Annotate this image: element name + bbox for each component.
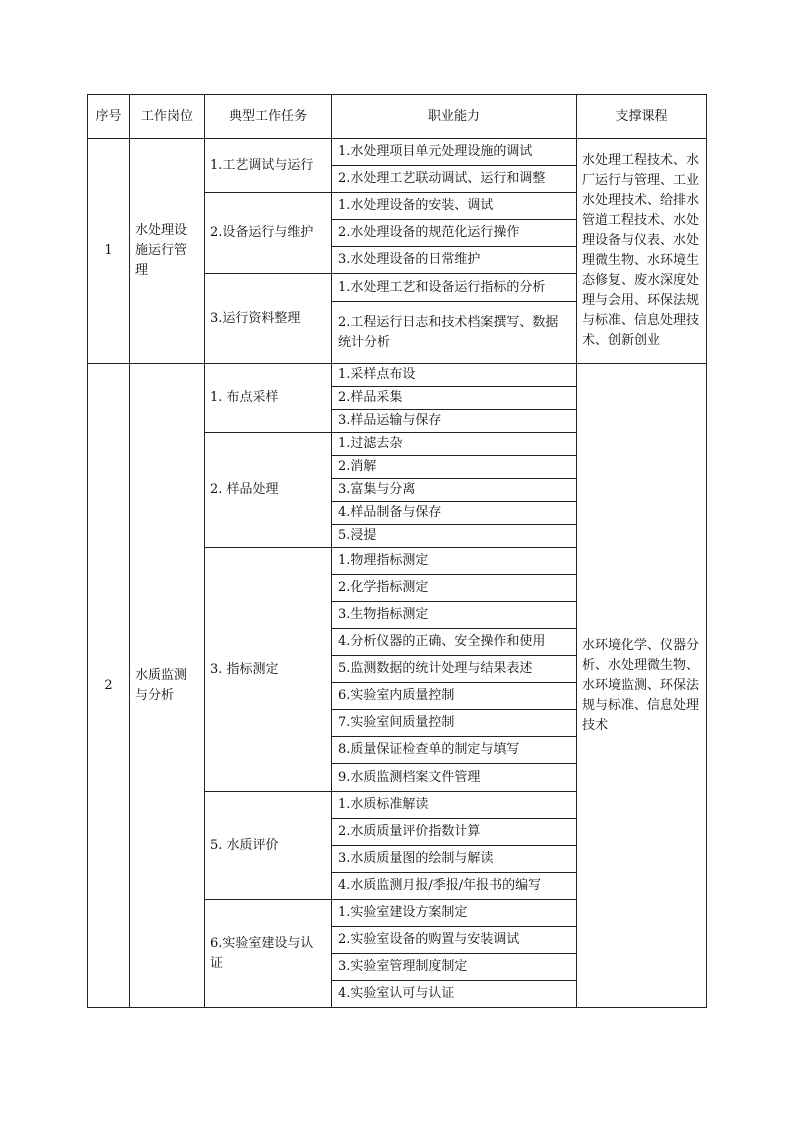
ability-cell: 9.水质监测档案文件管理 xyxy=(332,764,577,792)
ability-cell: 2.工程运行日志和技术档案撰写、数据统计分析 xyxy=(332,302,577,364)
task-cell: 2.设备运行与维护 xyxy=(205,193,332,274)
ability-cell: 3.水处理设备的日常维护 xyxy=(332,247,577,274)
header-row xyxy=(88,95,707,139)
ability-cell: 3.实验室管理制度制定 xyxy=(332,954,577,981)
task-cell: 6.实验室建设与认证 xyxy=(205,900,332,1008)
ability-cell: 1.水质标准解读 xyxy=(332,792,577,819)
ability-cell: 2.实验室设备的购置与安装调试 xyxy=(332,927,577,954)
header-ability: 职业能力 xyxy=(332,95,577,139)
ability-cell: 3.富集与分离 xyxy=(332,479,577,502)
ability-cell: 5.监测数据的统计处理与结果表述 xyxy=(332,656,577,683)
task-cell: 5. 水质评价 xyxy=(205,792,332,900)
ability-cell: 3.生物指标测定 xyxy=(332,602,577,629)
courses-cell: 水环境化学、仪器分析、水处理微生物、水环境监测、环保法规与标准、信息处理技术 xyxy=(577,364,707,1008)
task-cell: 3. 指标测定 xyxy=(205,548,332,792)
ability-cell: 2.水处理工艺联动调试、运行和调整 xyxy=(332,166,577,193)
ability-cell: 1.水处理工艺和设备运行指标的分析 xyxy=(332,274,577,302)
task-cell: 2. 样品处理 xyxy=(205,433,332,548)
courses-cell: 水处理工程技术、水厂运行与管理、工业水处理技术、给排水管道工程技术、水处理设备与仪表、水处理微生物、水环境生态修复、废水深度处理与会用、环保法规与标准、信息处理技术、创新创业 xyxy=(577,139,707,364)
ability-cell: 3.水质质量图的绘制与解读 xyxy=(332,846,577,873)
post-competency-table xyxy=(87,94,707,1008)
ability-cell: 1.过滤去杂 xyxy=(332,433,577,456)
header-task: 典型工作任务 xyxy=(205,95,332,139)
seq-cell: 1 xyxy=(88,139,130,364)
ability-cell: 1.物理指标测定 xyxy=(332,548,577,575)
header-post: 工作岗位 xyxy=(130,95,205,139)
ability-cell: 2.化学指标测定 xyxy=(332,575,577,602)
ability-cell: 4.样品制备与保存 xyxy=(332,502,577,525)
ability-cell: 3.样品运输与保存 xyxy=(332,410,577,433)
ability-cell: 4.水质监测月报/季报/年报书的编写 xyxy=(332,873,577,900)
ability-cell: 4.分析仪器的正确、安全操作和使用 xyxy=(332,629,577,656)
post-cell: 水质监测与分析 xyxy=(130,364,205,1008)
task-cell: 1.工艺调试与运行 xyxy=(205,139,332,193)
task-cell: 3.运行资料整理 xyxy=(205,274,332,364)
ability-cell: 2.样品采集 xyxy=(332,387,577,410)
ability-cell: 7.实验室间质量控制 xyxy=(332,710,577,737)
post-cell: 水处理设施运行管理 xyxy=(130,139,205,364)
ability-cell: 5.浸提 xyxy=(332,525,577,548)
ability-cell: 1.实验室建设方案制定 xyxy=(332,900,577,927)
ability-cell: 1.水处理项目单元处理设施的调试 xyxy=(332,139,577,166)
ability-cell: 4.实验室认可与认证 xyxy=(332,981,577,1008)
table-row xyxy=(88,364,707,387)
ability-cell: 2.水处理设备的规范化运行操作 xyxy=(332,220,577,247)
ability-cell: 6.实验室内质量控制 xyxy=(332,683,577,710)
task-cell: 1. 布点采样 xyxy=(205,364,332,433)
table-row xyxy=(88,139,707,166)
ability-cell: 1.水处理设备的安装、调试 xyxy=(332,193,577,220)
ability-cell: 8.质量保证检查单的制定与填写 xyxy=(332,737,577,764)
ability-cell: 2.水质质量评价指数计算 xyxy=(332,819,577,846)
ability-cell: 1.采样点布设 xyxy=(332,364,577,387)
ability-cell: 2.消解 xyxy=(332,456,577,479)
header-courses: 支撑课程 xyxy=(577,95,707,139)
seq-cell: 2 xyxy=(88,364,130,1008)
header-seq: 序号 xyxy=(88,95,130,139)
